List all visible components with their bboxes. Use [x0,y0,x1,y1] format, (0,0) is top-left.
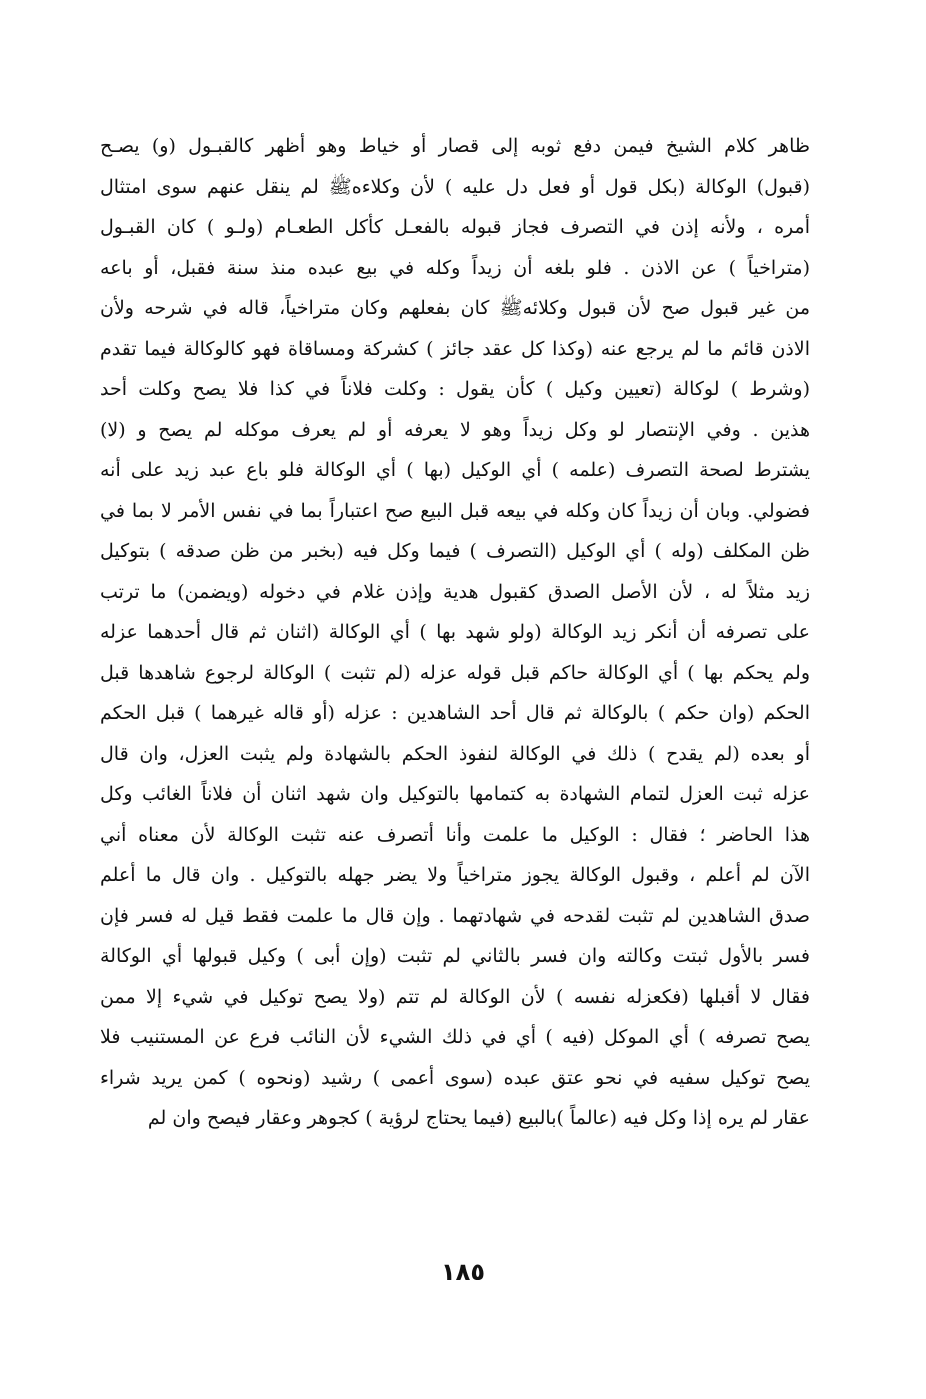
text-line-11: ظن المكلف (وله ) أي الوكيل (التصرف ) فيما وكل فيه (بخبر من ظن صدقه ) بتوكيل [100,540,810,562]
text-line-1: ظاهر كلام الشيخ فيمن دفع ثوبه إلى قصار أو خياط وهو أظهر كالقبـول (و) يصـح [100,135,810,157]
text-line-16: أو بعده (لم يقدح ) ذلك في الوكالة لنفوذ الحكم بالشهادة ولم يثبت العزل، وان قال [100,742,810,765]
text-line-17: عزله ثبت العزل لتمام الشهادة به كتمامها بالتوكيل وان شهد اثنان أن فلاناً الغائب وكل [100,783,810,805]
text-line-3: أمره ، ولأنه إذن في التصرف فجاز قبوله بالفعـل كأكل الطعـام (ولـو ) كان القبـول [100,216,810,238]
text-line-5: من غير قبول صح لأن قبول وكلائهﷺ كان بفعلهم وكان متراخياً، قاله في شرحه ولأن [100,297,810,319]
text-line-9: يشترط لصحة التصرف (علمه ) أي الوكيل (بها ) أي الوكالة فلو باع عبد زيد على أنه [100,459,810,481]
text-line-8: هذين . وفي الإنتصار لو وكل زيداً وهو لا يعرفه أو لم يعرف موكله لم يصح و (لا) [100,418,810,441]
text-line-21: فسر بالأول ثبتت وكالته وان فسر بالثاني لم تثبت (وإن أبى ) وكيل قبولها أي الوكالة [100,945,810,967]
page-number: ١٨٥ [441,1258,485,1286]
text-line-25: عقار لم يره إذا وكل فيه (عالماً )بالبيع (فيما يحتاج لرؤية ) كجوهر وعقار فيصح وان لم [147,1107,810,1129]
text-line-20: صدق الشاهدين لم تثبت لقدحه في شهادتهما . وإن قال ما علمت فقط قيل له فسر فإن [100,904,810,927]
text-line-12: زيد مثلاً له ، لأن الأصل الصدق كقبول هدية وإذن غلام في دخوله (ويضمن) ما ترتب [100,580,810,603]
text-line-22: فقال لا أقبلها (فكعزله نفسه ) لأن الوكالة لم تتم (ولا يصح توكيل في شيء إلا ممن [100,985,810,1008]
text-line-6: الاذن قائم ما لم يرجع عنه (وكذا كل عقد جائز ) كشركة ومساقاة فهو كالوكالة فيما تقدم [100,337,810,360]
text-line-24: يصح توكيل سفيه في نحو عتق عبده (سوى أعمى ) رشيد (ونحوه ) كمن يريد شراء [100,1066,810,1089]
text-line-18: هذا الحاضر ؛ فقال : الوكيل ما علمت وأنا أتصرف عنه تثبت الوكالة لأن معناه أني [100,823,810,846]
text-line-7: (وشرط ) لوكالة (تعيين وكيل ) كأن يقول : وكلت فلاناً في كذا فلا يصح وكلت أحد [100,378,810,400]
text-line-14: ولم يحكم بها ) أي الوكالة حاكم قبل قوله عزله (لم تثبت ) الوكالة لرجوع شاهدها قبل [100,661,810,684]
text-line-19: الآن لم أعلم ، وقبول الوكالة يجوز متراخياً ولا يضر جهله بالتوكيل . وان قال ما أعلم [100,864,810,886]
text-line-15: الحكم (وان حكم ) بالوكالة ثم قال أحد الشاهدين : عزله (أو قاله غيرهما ) قبل الحكم [100,702,810,724]
text-line-23: يصح تصرفه ) أي الموكل (فيه ) أي في ذلك الشيء لأن النائب فرع عن المستنيب فلا [100,1026,810,1048]
text-line-10: فضولي. وبان أن زيداً كان وكله في بيعه قبل البيع صح اعتباراً بما في نفس الأمر لا بما في [100,499,810,522]
body-text [100,126,810,1139]
text-line-4: (متراخياً ) عن الاذن . فلو بلغه أن زيداً وكله في بيع عبده منذ سنة فقبل، أو باعه [100,256,810,279]
text-line-2: (قبول) الوكالة (بكل قول أو فعل دل عليه ) لأن وكلاءهﷺ لم ينقل عنهم سوى امتثال [100,175,810,198]
text-line-13: على تصرفه أن أنكر زيد الوكالة (ولو شهد بها ) أي الوكالة (اثنان ثم قال أحدهما عزله [100,621,810,643]
